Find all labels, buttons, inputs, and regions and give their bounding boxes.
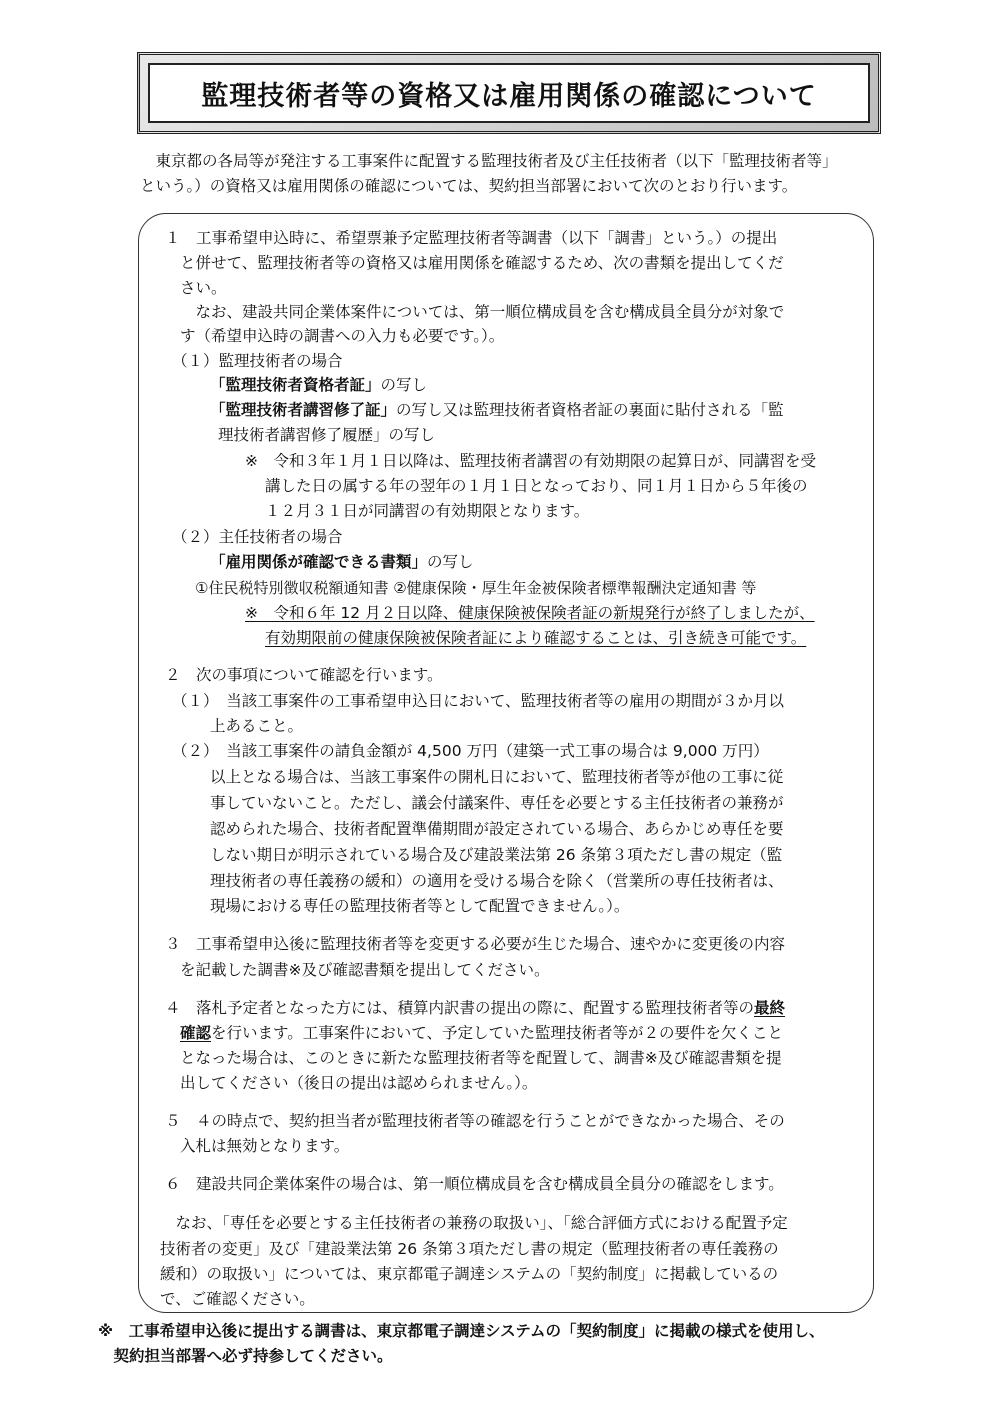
section-6-line: ６ 建設共同企業体案件の場合は、第一順位構成員を含む構成員全員分の確認をします。 [165,1175,784,1193]
required-document [210,399,784,421]
section-1-line: す（希望申込時の調書への入力も必要です。）。 [180,327,505,345]
document-examples: ①住民税特別徴収税額通知書 ②健康保険・厚生年金被保険者標準報酬決定通知書 等 [195,579,757,597]
underlined-note: ※ 令和６年 12 月２日以降、健康保険被保険者証の新規発行が終了しましたが、 [245,604,815,622]
section-1-line: と併せて、監理技術者等の資格又は雇用関係を確認するため、次の書類を提出してくだ [180,254,784,272]
title-frame [137,52,881,134]
section-3-line: を記載した調書※及び確認書類を提出してください。 [180,961,550,979]
subsection-heading: （１）監理技術者の場合 [172,352,343,370]
note-line: 講した日の属する年の翌年の１月１日となっており、同１月１日から５年後の [265,477,808,495]
document-suffix: の写し [380,376,428,394]
closing-line: なお、「専任を必要とする主任技術者の兼務の取扱い」、「総合評価方式における配置予定 [160,1214,788,1232]
section-1-line: さい。 [180,279,227,297]
section-3-line: ３ 工事希望申込後に監理技術者等を変更する必要が生じた場合、速やかに変更後の内容 [165,935,786,953]
intro-line: という。）の資格又は雇用関係の確認については、契約担当部署において次のとおり行います。 [140,177,798,195]
document-suffix: の写し又は監理技術者資格者証の裏面に貼付される「監 [396,401,784,419]
note-line: ※ 令和３年１月１日以降は、監理技術者講習の有効期限の起算日が、同講習を受 [245,452,816,470]
required-document [210,374,427,396]
required-document-cont: 理技術者講習修了履歴」の写し [218,426,436,444]
section-2-line: 現場における専任の監理技術者等として配置できません。）。 [210,897,630,915]
required-document [210,551,474,573]
section-2-heading: ２ 次の事項について確認を行います。 [165,666,443,684]
note-line: １２月３１日が同講習の有効期限となります。 [265,502,590,520]
section-4-line [180,1022,783,1044]
closing-line: 緩和）の取扱い」については、東京都電子調達システムの「契約制度」に掲載しているの [160,1265,779,1283]
footnote-line: 契約担当部署へ必ず持参してください。 [98,1347,393,1365]
document-name: 「雇用関係が確認できる書類」 [210,553,428,571]
underlined-note: 有効期限前の健康保険被保険者証により確認することは、引き続き可能です。 [265,629,807,647]
section-2-line: 理技術者の専任義務の緩和）の適用を受ける場合を除く（営業所の専任技術者は、 [210,872,784,890]
section-2-line: 上あること。 [210,717,304,735]
footnote-line: ※ 工事希望申込後に提出する調書は、東京都電子調達システムの「契約制度」に掲載の様式を使用し、 [98,1322,825,1340]
section-4-line: 出してください（後日の提出は認められません。）。 [180,1074,538,1092]
section-2-line: 認められた場合、技術者配置準備期間が設定されている場合、あらかじめ専任を要 [210,820,784,838]
section-5-line: 入札は無効となります。 [180,1137,350,1155]
section-2-line: 事していないこと。ただし、議会付議案件、専任を必要とする主任技術者の兼務が [210,794,784,812]
document-name: 「監理技術者講習修了証」 [210,401,397,419]
section-2-line: （１） 当該工事案件の工事希望申込日において、監理技術者等の雇用の期間が３か月以 [172,692,784,710]
intro-line: 東京都の各局等が発注する工事案件に配置する監理技術者及び主任技術者（以下「監理技術者等」 [140,152,838,170]
footnote [98,1319,978,1369]
document-suffix: の写し [427,553,474,571]
page-title: 監理技術者等の資格又は雇用関係の確認について [201,80,817,112]
document-name: 「監理技術者資格者証」 [210,376,381,394]
section-4-text: を行います。工事案件において、予定していた監理技術者等が２の要件を欠くこと [211,1024,783,1042]
intro-paragraph [140,149,900,199]
section-2-line: しない期日が明示されている場合及び建設業法第 26 条第３項ただし書の規定（監 [210,846,783,864]
section-4-text: ４ 落札予定者となった方には、積算内訳書の提出の際に、配置する監理技術者等の [165,999,755,1017]
section-1-line: １ 工事希望申込時に、希望票兼予定監理技術者等調書（以下「調書」という。）の提出 [165,229,778,247]
section-1-line: なお、建設共同企業体案件については、第一順位構成員を含む構成員全員分が対象で [180,303,785,321]
closing-line: 技術者の変更」及び「建設業法第 26 条第３項ただし書の規定（監理技術者の専任義務の [160,1240,779,1258]
emphasis-text: 最終 [754,999,786,1017]
section-2-line: （２） 当該工事案件の請負金額が 4,500 万円（建築一式工事の場合は 9,000 万円） [172,742,769,760]
subsection-heading: （２）主任技術者の場合 [172,528,343,546]
title-inner-box [148,63,870,123]
closing-line: で、ご確認ください。 [160,1290,315,1308]
section-4-line [165,997,785,1019]
emphasis-text: 確認 [180,1024,212,1042]
section-4-line: となった場合は、このときに新たな監理技術者等を配置して、調書※及び確認書類を提 [180,1049,782,1067]
section-2-line: 以上となる場合は、当該工事案件の開札日において、監理技術者等が他の工事に従 [210,768,784,786]
section-5-line: ５ ４の時点で、契約担当者が監理技術者等の確認を行うことができなかった場合、その [165,1112,785,1130]
